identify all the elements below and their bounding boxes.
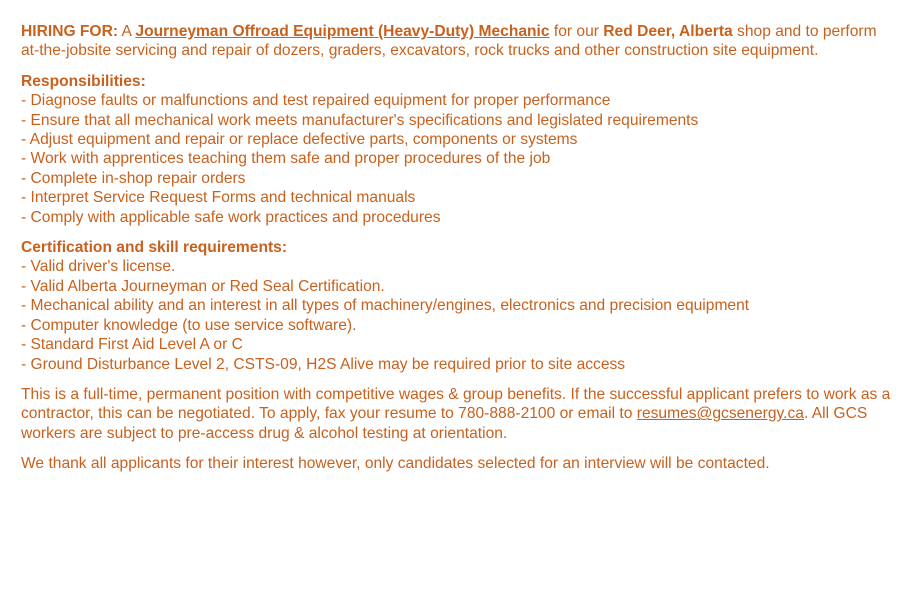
intro-paragraph <box>21 22 891 61</box>
application-paragraph <box>21 385 891 443</box>
intro-text-2: for our <box>549 23 604 40</box>
responsibilities-list <box>21 91 891 227</box>
requirements-list <box>21 257 891 373</box>
application-text-1: This is a full-time, permanent position with competitive wages & group benefits. If the successful applicant prefers to work as a contractor, this can be negotiated. To apply, fax your resume to 780-888-2100 or email to <box>21 385 891 423</box>
intro-text-1: A <box>118 23 136 40</box>
list-item: - Ground Disturbance Level 2, CSTS-09, H2S Alive may be required prior to site access <box>21 355 891 374</box>
list-item: - Work with apprentices teaching them safe and proper procedures of the job <box>21 149 891 168</box>
list-item: - Mechanical ability and an interest in all types of machinery/engines, electronics and precision equipment <box>21 296 891 315</box>
application-text-2: . All GCS workers are subject to pre-access drug & alcohol testing at orientation. <box>21 405 868 442</box>
email-link[interactable]: resumes@gcsenergy.ca <box>636 405 804 423</box>
list-item: - Diagnose faults or malfunctions and test repaired equipment for proper performance <box>21 91 891 110</box>
closing-paragraph: We thank all applicants for their interest however, only candidates selected for an interview will be contacted. <box>21 455 770 473</box>
list-item: - Standard First Aid Level A or C <box>21 335 891 354</box>
list-item: - Interpret Service Request Forms and technical manuals <box>21 188 891 207</box>
list-item: - Valid Alberta Journeyman or Red Seal Certification. <box>21 277 891 296</box>
list-item: - Comply with applicable safe work practices and procedures <box>21 208 891 227</box>
job-location: Red Deer, Alberta <box>603 23 733 40</box>
responsibilities-section <box>21 72 891 227</box>
list-item: - Valid driver's license. <box>21 257 891 276</box>
requirements-heading: Certification and skill requirements: <box>21 239 288 257</box>
responsibilities-heading: Responsibilities: <box>21 72 146 90</box>
list-item: - Complete in-shop repair orders <box>21 169 891 188</box>
list-item: - Ensure that all mechanical work meets manufacturer's specifications and legislated requirements <box>21 111 891 130</box>
list-item: - Adjust equipment and repair or replace defective parts, components or systems <box>21 130 891 149</box>
hiring-label: HIRING FOR: <box>21 23 119 40</box>
requirements-section <box>21 238 891 374</box>
job-posting <box>21 22 891 485</box>
list-item: - Computer knowledge (to use service software). <box>21 316 891 335</box>
intro-text-3: shop and to perform at-the-jobsite servicing and repair of dozers, graders, excavators, rock trucks and other construction site equipment. <box>21 23 877 60</box>
job-title: Journeyman Offroad Equipment (Heavy-Duty) Mechanic <box>135 23 550 40</box>
